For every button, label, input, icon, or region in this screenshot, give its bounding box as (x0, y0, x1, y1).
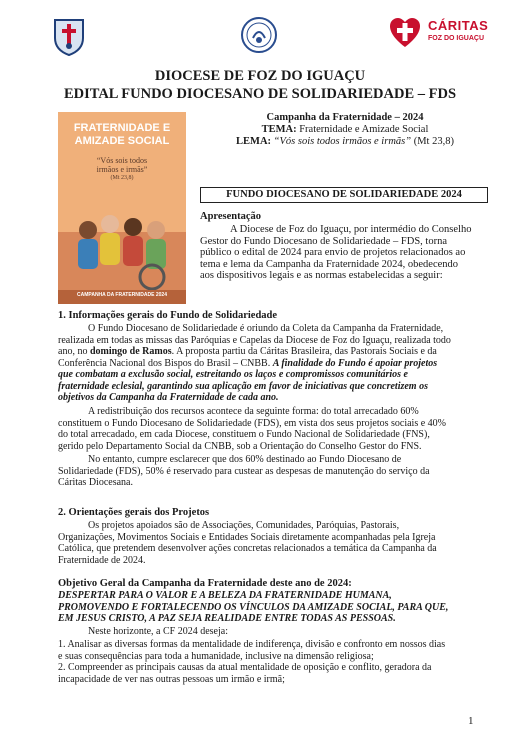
caritas-name: CÁRITAS (428, 18, 489, 33)
section1-para1 (58, 323, 488, 404)
finalidade-text: A finalidade do Fundo é apoiar projetos (272, 357, 438, 369)
campaign-lema (200, 136, 490, 148)
diocese-crest-icon (52, 16, 86, 56)
apresentacao-heading: Apresentação (200, 211, 262, 222)
apresentacao-text (200, 224, 486, 282)
objetivo-item-line: e suas consequências para toda a humanidade, inclusive na dimensão religiosa; (58, 650, 374, 662)
section1-line: O Fundo Diocesano de Solidariedade é oriundo da Coleta da Campanha da Fraternidade, (88, 323, 444, 334)
section1-line: Solidariedade (FDS), 50% é reservado para custear as despesas de manutenção do serviço da (58, 465, 430, 477)
poster-title-line1: FRATERNIDADE E (73, 122, 171, 134)
section1-line: objetivos da Campanha da Fraternidade de cada ano. (58, 392, 279, 403)
apresentacao-line: Gestor do Fundo Diocesano de Solidariedade – FDS, torna (200, 235, 448, 247)
section2-text (58, 520, 488, 566)
poster-lema-ref: (Mt 23,8) (110, 175, 134, 181)
tema-label: TEMA: (261, 124, 297, 135)
section1-line: No entanto, cumpre esclarecer que dos 60% destinado ao Fundo Diocesano de (88, 454, 402, 465)
poster-lema-line2: irmãos e irmãs” (96, 165, 148, 174)
objetivo-intro: Neste horizonte, a CF 2024 deseja: (88, 626, 228, 637)
diocese-title: DIOCESE DE FOZ DO IGUAÇU (154, 68, 366, 84)
caritas-subtitle: FOZ DO IGUAÇU (428, 35, 484, 42)
section1-para3 (58, 454, 488, 489)
apresentacao-line: A Diocese de Foz do Iguaçu, por intermédio do Conselho (230, 224, 472, 235)
tema-value: Fraternidade e Amizade Social (296, 124, 429, 135)
campaign-poster (58, 112, 186, 304)
lema-value: “Vós sois todos irmãos e irmãs” (271, 136, 412, 147)
objetivo-heading: Objetivo Geral da Campanha da Fraternidade deste ano de 2024: (58, 578, 352, 589)
objetivo-item-line: incapacidade de ver nas outras pessoas um irmão e irmã; (58, 673, 285, 685)
page-number: 1 (468, 715, 474, 727)
section2-line: Organizações, Movimentos Sociais e Entidades Sociais diretamente acompanhadas pela Igreja (58, 531, 436, 543)
section1-line: gerido pelo Departamento Social da CNBB, sob a Orientação do Conselho Gestor do FNS. (58, 440, 422, 452)
section1-line: constituem o Fundo Diocesano de Solidariedade (FDS), em vista dos seus projetos sociais e 40% (58, 417, 446, 429)
campaign-tema (200, 124, 490, 136)
section2-line: Católica, que pretendem desenvolver ações concretas relacionados a temática da Campanha da (58, 543, 437, 554)
section1-heading: 1. Informações gerais do Fundo de Solidariedade (58, 310, 278, 321)
section1-line3-start: ano, no (58, 346, 90, 357)
section1-line3 (58, 346, 488, 358)
objetivo-line: EM JESUS CRISTO, A PAZ SEJA REALIDADE ENTRE TODAS AS PESSOAS. (58, 613, 396, 624)
objetivo-item-line: 1. Analisar as diversas formas da mentalidade de indiferença, divisão e confronto em nossos dias (58, 639, 446, 650)
section1-line4 (58, 358, 488, 370)
lema-ref: (Mt 23,8) (411, 136, 454, 147)
section2-line: Os projetos apoiados são de Associações, Comunidades, Paróquias, Pastorais, (88, 520, 400, 531)
section1-line: fraternidade eclesial, garantindo sua aplicação em favor de iniciativas que concretizem os (58, 380, 428, 392)
section1-line4-start: Conferência Nacional dos Bispos do Brasil – CNBB. (58, 357, 273, 369)
campaign-year: Campanha da Fraternidade – 2024 (266, 112, 424, 123)
section1-line: A redistribuição dos recursos acontece da seguinte forma: do total arrecadado 60% (88, 406, 419, 417)
edital-title: EDITAL FUNDO DIOCESANO DE SOLIDARIEDADE – FDS (63, 86, 457, 102)
section2-line: Fraternidade de 2024. (58, 554, 146, 566)
section1-line: que combatam a exclusão social, estreitando os laços e compromissos comunitários e (58, 369, 408, 380)
poster-lema-line1: “Vós sois todos (96, 156, 148, 165)
fds-seal-icon (240, 16, 278, 54)
poster-title-line2: AMIZADE SOCIAL (74, 135, 170, 147)
lema-label: LEMA: (236, 136, 272, 147)
objetivo-item-line: 2. Compreender as principais causas da atual mentalidade de oposição e conflito, geradora da (58, 662, 432, 673)
section2-heading: 2. Orientações gerais dos Projetos (58, 507, 210, 518)
apresentacao-line: aos dispositivos legais e as normas estabelecidas a seguir: (200, 270, 443, 281)
section1-line: do total arrecadado, em cada Diocese, constituem o Fundo Nacional de Solidariedade (FNS), (58, 429, 430, 440)
objetivo-line: PROMOVENDO E FORTALECENDO OS VÍNCULOS DA AMIZADE SOCIAL, PARA QUE, (58, 601, 449, 613)
section1-para2 (58, 406, 488, 452)
apresentacao-line: público o edital de 2024 para envio de projetos relacionados ao (200, 247, 466, 258)
objetivo-items (58, 639, 488, 685)
caritas-logo (388, 16, 498, 56)
objetivo-line: DESPERTAR PARA O VALOR E A BELEZA DA FRATERNIDADE HUMANA, (58, 590, 392, 601)
apresentacao-line: tema e lema da Campanha da Fraternidade 2024, obedecendo (200, 258, 459, 270)
section1-line3-rest: . A proposta partiu da Cáritas Brasileira, das Pastorais Sociais e da (171, 346, 437, 357)
section1-line: Cáritas Diocesana. (58, 477, 133, 488)
domingo-ramos: domingo de Ramos (89, 346, 172, 357)
poster-footer: CAMPANHA DA FRATERNIDADE 2024 (76, 292, 167, 298)
fds-box-title: FUNDO DIOCESANO DE SOLIDARIEDADE 2024 (200, 187, 488, 203)
section1-line: realizada em todas as missas das Paróquias e Capelas da Diocese de Foz do Iguaçu, realizada todo (58, 334, 451, 346)
caritas-heart-icon (388, 16, 422, 50)
objetivo-text (58, 590, 488, 625)
